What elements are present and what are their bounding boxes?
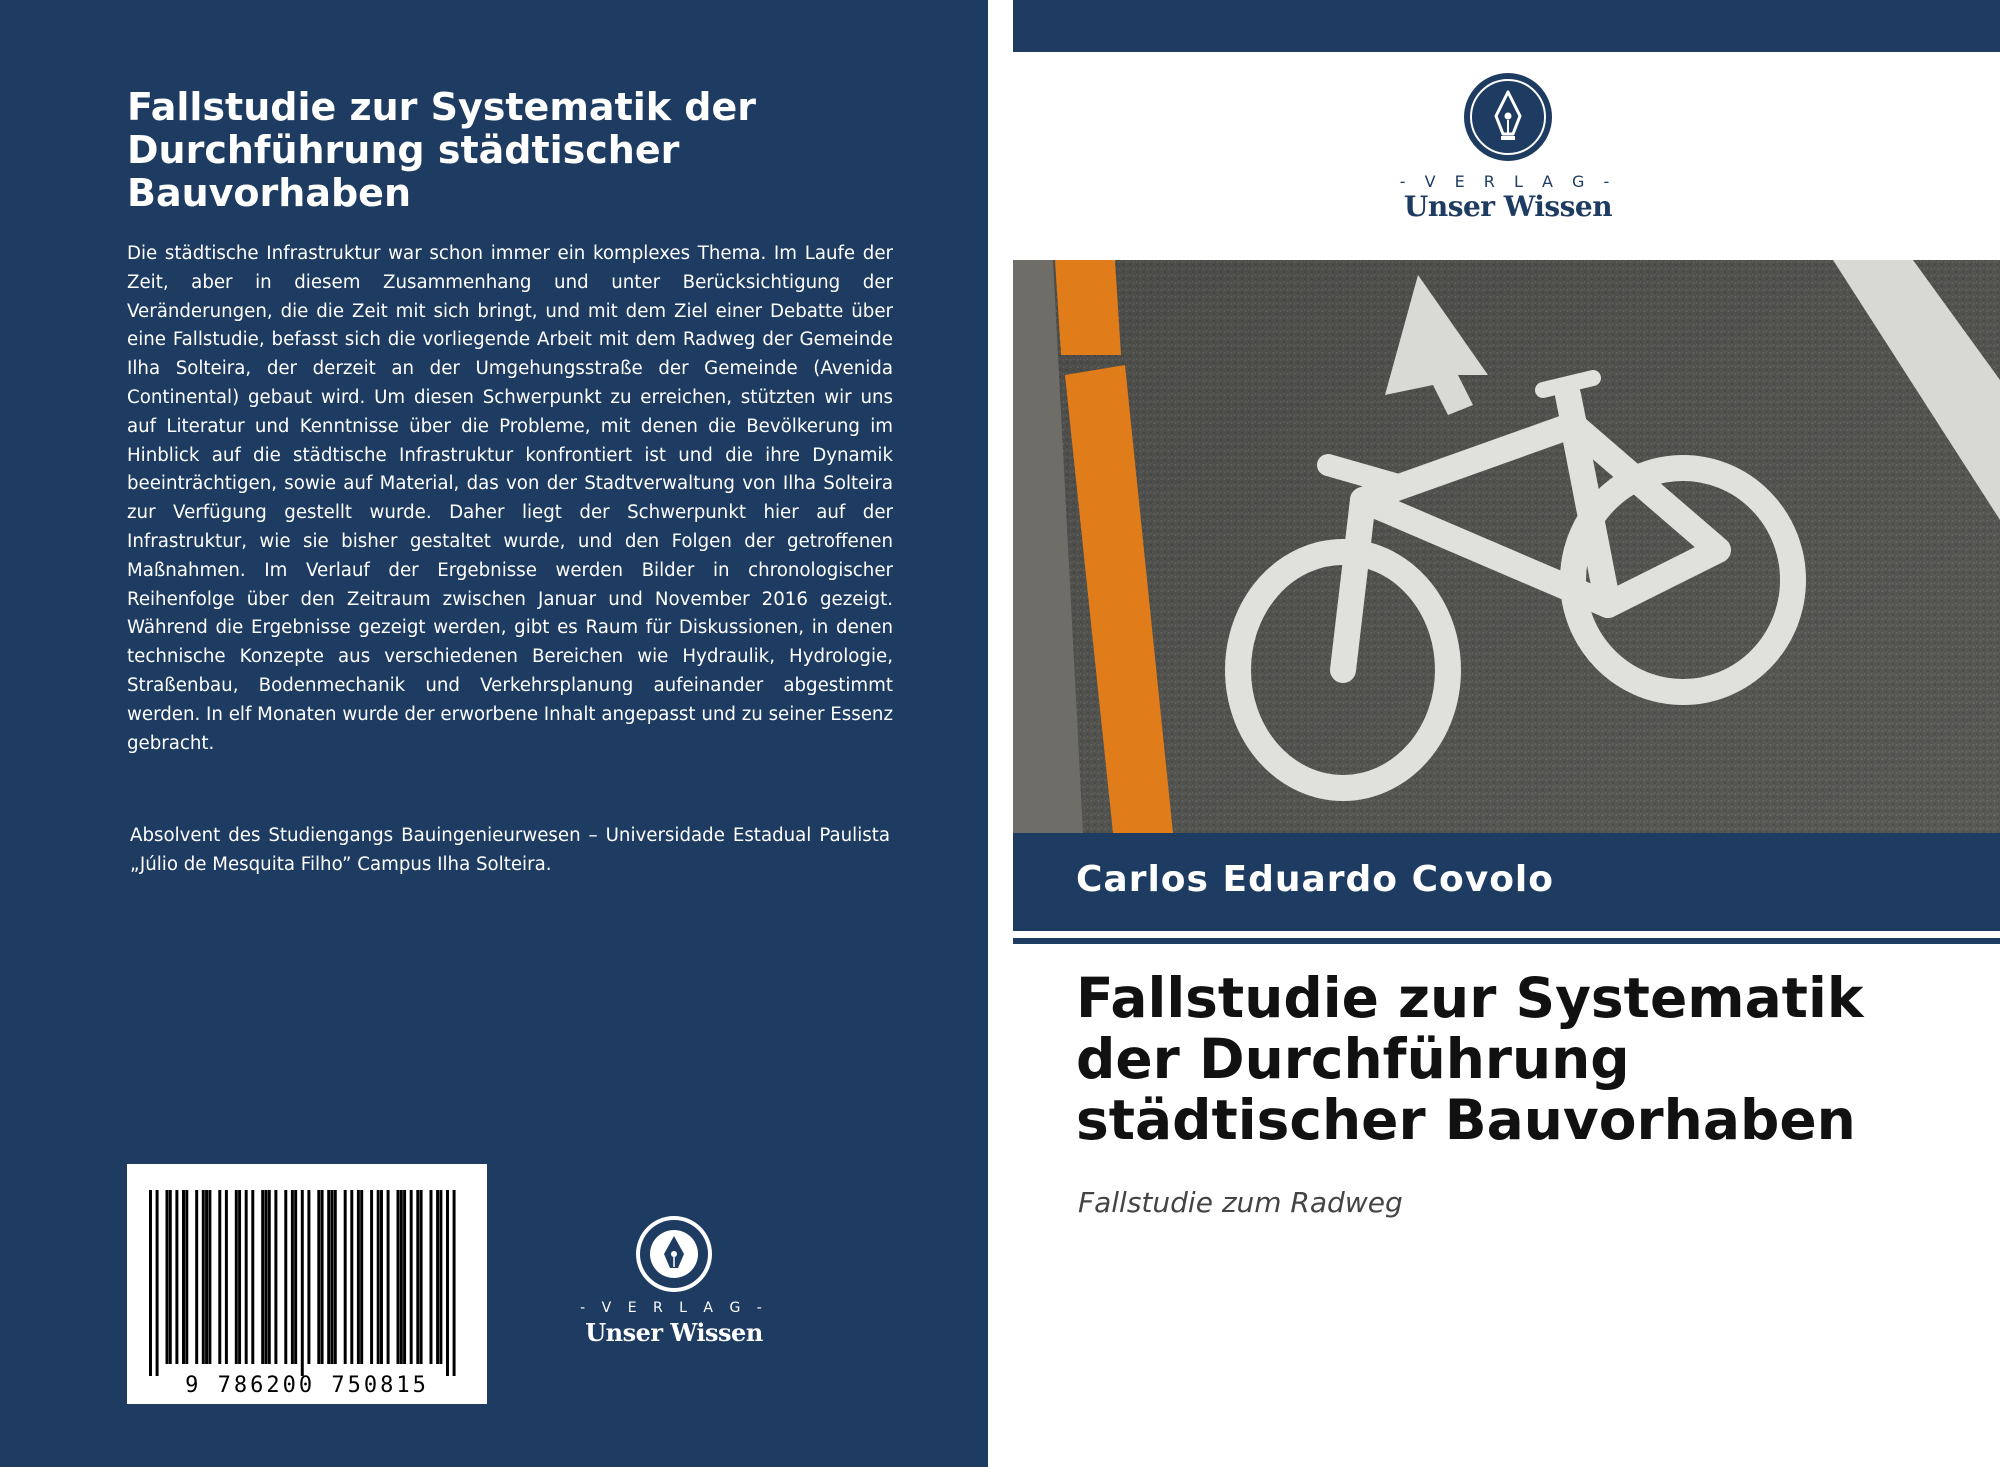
barcode-bar [235, 1190, 238, 1364]
barcode-bar [439, 1190, 442, 1364]
barcode-graphic [127, 1164, 487, 1404]
barcode-bar [380, 1190, 383, 1364]
back-publisher-logo [574, 1210, 774, 1345]
barcode-bar [370, 1190, 373, 1364]
barcode-bar [185, 1190, 188, 1364]
back-cover [0, 0, 988, 1467]
back-cover-title: Fallstudie zur Systematik der Durchführung städtischer Bauvorhaben [127, 85, 756, 215]
front-publisher-name: Unser Wissen [1403, 190, 1613, 223]
front-publisher-logo [1368, 72, 1648, 232]
barcode-bar [294, 1190, 297, 1364]
back-verlag-label: - V E R L A G - [580, 1300, 768, 1316]
barcode-bar [397, 1190, 400, 1364]
barcode-bar [265, 1190, 268, 1364]
barcode-bar [251, 1190, 254, 1364]
barcode-bar [149, 1190, 152, 1376]
barcode-bar [357, 1190, 360, 1364]
isbn-digits: 9 786200 750815 [185, 1373, 429, 1398]
barcode-bar [195, 1190, 198, 1364]
isbn-barcode [127, 1164, 487, 1404]
barcode-bar [208, 1190, 211, 1364]
barcode-bar [225, 1190, 228, 1364]
barcode-bar [307, 1190, 310, 1364]
barcode-bar [377, 1190, 380, 1364]
barcode-bar [327, 1190, 330, 1364]
barcode-bar [291, 1190, 294, 1364]
barcode-bar [182, 1190, 185, 1364]
fountain-pen-seal-icon [1463, 72, 1553, 162]
barcode-bar [350, 1190, 353, 1364]
barcode-bar [403, 1190, 406, 1364]
back-cover-blurb: Die städtische Infrastruktur war schon immer ein komplexes Thema. Im Laufe der Zeit, aber in diesem Zusammenhang und unter Berücksichtigung der Veränderungen, die die Zeit mit sich bringt, und mit dem Ziel einer Debatte über eine Fallstudie, befasst sich die vorliegende Arbeit mit dem Radweg der Gemeinde Ilha Solteira, der derzeit an der Umgehungsstraße der Gemeinde (Avenida Continental) gebaut wird. Um diesen Schwerpunkt zu erreichen, stützten wir uns auf Literatur und Kenntnisse über die Probleme, mit denen die Bevölkerung im Hinblick auf die städtische Infrastruktur konfrontiert ist und die ihre Dynamik beeinträchtigen, sowie auf Material, das von der Stadtverwaltung von Ilha Solteira zur Verfügung gestellt wurde. Daher liegt der Schwerpunkt hier auf der Infrastruktur, wie sie bisher gestaltet wurde, und den Folgen der getroffenen Maßnahmen. Im Verlauf der Ergebnisse werden Bilder in chronologischer Reihenfolge über den Zeitraum zwischen Januar und November 2016 gezeigt. Während die Ergebnisse gezeigt werden, gibt es Raum für Diskussionen, in denen technische Konzepte aus verschiedenen Bereichen wie Hydraulik, Hydrologie, Straßenbau, Bodenmechanik und Verkehrsplanung aufeinander abgestimmt werden. In elf Monaten wurde der erworbene Inhalt angepasst und zu seiner Essenz gebracht. [127, 243, 893, 754]
publisher-seal-icon [634, 1214, 714, 1294]
barcode-bar [410, 1190, 413, 1364]
barcode-bar [387, 1190, 390, 1364]
barcode-bar [321, 1190, 324, 1364]
barcode-bar [218, 1190, 221, 1364]
barcode-bar [175, 1190, 178, 1364]
barcode-bar [416, 1190, 419, 1364]
barcode-bar [205, 1190, 208, 1364]
barcode-bar [331, 1190, 334, 1364]
barcode-bar [268, 1190, 271, 1364]
barcode-bar [453, 1190, 456, 1376]
back-publisher-name: Unser Wissen [585, 1318, 763, 1347]
barcode-bar [436, 1190, 439, 1364]
barcode-bar [334, 1190, 337, 1364]
front-cover-subtitle: Fallstudie zum Radweg [1078, 1186, 1403, 1219]
barcode-bar [344, 1190, 347, 1364]
front-verlag-label: - V E R L A G - [1399, 172, 1617, 191]
barcode-bar [166, 1190, 169, 1364]
barcode-bar [238, 1190, 241, 1364]
author-band [1013, 833, 2000, 931]
front-top-band [1013, 0, 2000, 52]
author-name: Carlos Eduardo Covolo [1076, 859, 1554, 900]
barcode-bar [301, 1190, 304, 1376]
front-cover [1013, 0, 2000, 1467]
divider-rule [1013, 938, 2000, 944]
barcode-bar [446, 1190, 449, 1376]
barcode-bar [400, 1190, 403, 1364]
barcode-bar [274, 1190, 277, 1364]
barcode-bar [420, 1190, 423, 1364]
barcode-bar [245, 1190, 248, 1364]
barcode-bar [430, 1190, 433, 1364]
barcode-bar [261, 1190, 264, 1364]
author-bio: Absolvent des Studiengangs Bauingenieurwesen – Universidade Estadual Paulista „Júlio de Mesquita Filho” Campus Ilha Solteira. [130, 825, 890, 875]
barcode-bar [169, 1190, 172, 1364]
barcode-bar [156, 1190, 159, 1376]
barcode-bar [360, 1190, 363, 1364]
bicycle-lane-photo [1013, 260, 2000, 833]
barcode-bar [202, 1190, 205, 1364]
barcode-bar [317, 1190, 320, 1364]
barcode-bar [284, 1190, 287, 1364]
front-cover-title: Fallstudie zur Systematik der Durchführung städtischer Bauvorhaben [1076, 966, 1864, 1152]
